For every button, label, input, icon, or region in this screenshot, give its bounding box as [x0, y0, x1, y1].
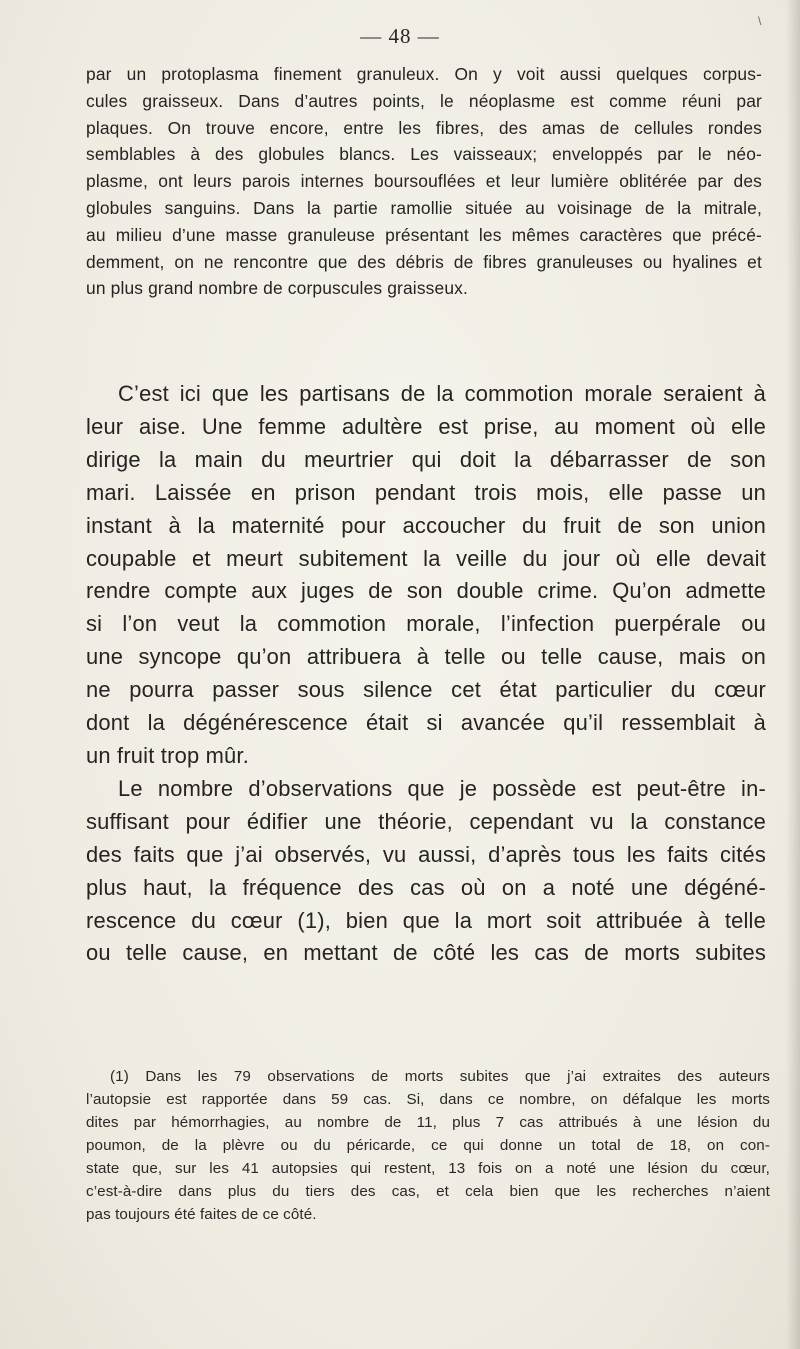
- text-line: semblables à des globules blancs. Les vaisseaux; enveloppés par le néo-: [86, 144, 762, 165]
- text-line: C’est ici que les partisans de la commotion morale seraient à: [118, 381, 766, 406]
- text-line: demment, on ne rencontre que des débris de fibres granuleuses ou hyalines et: [86, 251, 762, 272]
- text-line: si l’on veut la commotion morale, l’infection puerpérale ou: [86, 611, 766, 637]
- text-line: au milieu d’une masse granuleuse présentant les mêmes caractères que précé-: [86, 224, 762, 245]
- page-edge-mark: \: [758, 14, 762, 28]
- text-line: instant à la maternité pour accoucher du fruit de son union: [86, 512, 766, 538]
- text-line: cules graisseux. Dans d’autres points, le néoplasme est comme réuni par: [86, 90, 762, 111]
- text-line: plus haut, la fréquence des cas où on a noté une dégéné-: [86, 874, 766, 900]
- text-line: suffisant pour édifier une théorie, cependant vu la constance: [86, 808, 766, 834]
- text-line: dirige la main du meurtrier qui doit la débarrasser de son: [86, 446, 766, 472]
- footnote-line: l’autopsie est rapportée dans 59 cas. Si, dans ce nombre, on défalque les morts: [86, 1091, 770, 1108]
- text-line: leur aise. Une femme adultère est prise, au moment où elle: [86, 413, 766, 439]
- footnote-line: pas toujours été faites de ce côté.: [86, 1206, 317, 1223]
- text-line: ou telle cause, en mettant de côté les cas de morts subites: [86, 940, 766, 966]
- text-line: rendre compte aux juges de son double crime. Qu’on admette: [86, 578, 766, 604]
- page-edge-shadow: [786, 0, 800, 1349]
- footnote-line: poumon, de la plèvre ou du péricarde, ce qui donne un total de 18, on con-: [86, 1137, 770, 1154]
- text-line: un plus grand nombre de corpuscules graisseux.: [86, 278, 468, 299]
- text-line: ne pourra passer sous silence cet état particulier du cœur: [86, 677, 766, 703]
- text-line: dont la dégénérescence était si avancée qu’il ressemblait à: [86, 710, 766, 736]
- text-line: plaques. On trouve encore, entre les fibres, des amas de cellules rondes: [86, 117, 762, 138]
- footnote-line: state que, sur les 41 autopsies qui restent, 13 fois on a noté une lésion du cœur,: [86, 1160, 770, 1177]
- paragraph-commotion-morale: [86, 378, 766, 773]
- text-line: globules sanguins. Dans la partie ramollie située au voisinage de la mitrale,: [86, 197, 762, 218]
- text-line: par un protoplasma finement granuleux. On y voit aussi quelques corpus-: [86, 64, 762, 84]
- text-line: Le nombre d’observations que je possède est peut-être in-: [118, 775, 766, 801]
- text-line: plasme, ont leurs parois internes boursouflées et leur lumière oblitérée par des: [86, 171, 762, 192]
- footnote-line: dites par hémorrhagies, au nombre de 11, plus 7 cas attribués à une lésion du: [86, 1114, 770, 1131]
- text-line: rescence du cœur (1), bien que la mort soit attribuée à telle: [86, 907, 766, 933]
- text-line: mari. Laissée en prison pendant trois mois, elle passe un: [86, 479, 766, 505]
- footnote: [86, 1065, 770, 1226]
- text-line: des faits que j’ai observés, vu aussi, d’après tous les faits cités: [86, 841, 766, 867]
- main-text: [86, 378, 766, 970]
- text-line: un fruit trop mûr.: [86, 742, 249, 768]
- paragraph-histology: [86, 61, 762, 302]
- text-line: une syncope qu’on attribuera à telle ou telle cause, mais on: [86, 644, 766, 670]
- page-number: — 48 —: [360, 24, 440, 48]
- footnote-line: (1) Dans les 79 observations de morts subites que j’ai extraites des auteurs: [110, 1068, 770, 1085]
- text-line: coupable et meurt subitement la veille du jour où elle devait: [86, 545, 766, 571]
- paragraph-observations: [86, 773, 766, 970]
- footnote-line: c’est-à-dire dans plus du tiers des cas, et cela bien que les recherches n’aient: [86, 1183, 770, 1200]
